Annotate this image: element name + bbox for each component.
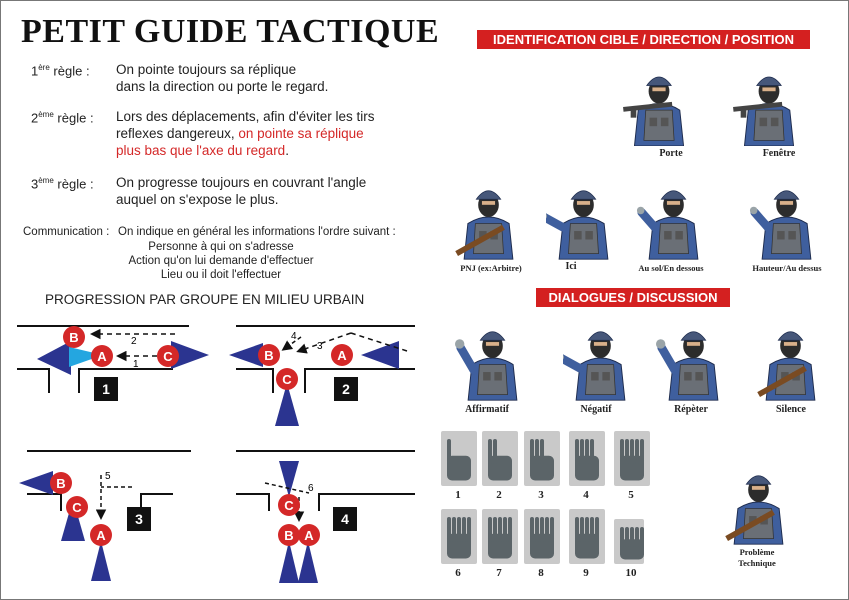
hand-sign-1 — [441, 431, 477, 486]
rule-label-2: 2ème règle : — [31, 110, 94, 126]
team-member-marker: C — [284, 498, 294, 513]
dialogues-banner: DIALOGUES / DISCUSSION — [536, 288, 730, 307]
rule-text-3 — [116, 174, 366, 208]
communication-label: Communication : — [23, 226, 110, 238]
communication-intro: On indique en général les informations l'ordre suivant : — [118, 226, 396, 238]
rule-line: auquel on s'expose le plus. — [116, 192, 279, 207]
caption-probleme — [727, 547, 787, 569]
caption-probleme-line2: Technique — [738, 558, 776, 568]
hand-sign-number: 10 — [625, 567, 637, 579]
page-title: PETIT GUIDE TACTIQUE — [21, 13, 440, 50]
caption-porte: Porte — [659, 148, 683, 159]
rule-line: plus bas que l'axe du regard. — [116, 143, 289, 158]
illustration-hauteur — [749, 173, 824, 261]
hand-sign-7 — [482, 509, 518, 564]
fov-cone — [279, 461, 299, 497]
diagram-panel-4 — [236, 451, 415, 583]
team-member-marker: B — [69, 330, 79, 345]
hand-sign-number: 3 — [538, 489, 544, 501]
caption-au-sol: Au sol/En dessous — [638, 263, 704, 273]
diagram-panel-3 — [19, 451, 191, 581]
communication-item-2: Action qu'on lui demande d'effectuer — [128, 255, 314, 267]
hand-sign-9 — [569, 509, 605, 564]
caption-affirmatif: Affirmatif — [465, 404, 509, 415]
illustration-ici — [546, 173, 621, 261]
hand-sign-6 — [441, 509, 477, 564]
progression-title: PROGRESSION PAR GROUPE EN MILIEU URBAIN — [45, 292, 365, 307]
team-member-marker: B — [56, 476, 66, 491]
rule-line: On pointe toujours sa réplique — [116, 62, 297, 77]
hand-sign-number: 1 — [455, 489, 461, 501]
rule-line: reflexes dangereux, on pointe sa réplique — [116, 126, 364, 141]
team-member-marker: A — [97, 349, 107, 364]
hand-sign-2 — [482, 431, 518, 486]
arrow-label: 4 — [291, 331, 297, 342]
rule-text-1 — [116, 61, 328, 95]
hand-sign-5 — [614, 431, 650, 486]
hand-sign-number: 4 — [583, 489, 589, 501]
illustration-silence — [753, 315, 828, 401]
illustration-affirmatif — [455, 315, 530, 401]
rule-line: On progresse toujours en couvrant l'angle — [116, 175, 367, 190]
team-member-marker: C — [282, 372, 292, 387]
panel-number: 3 — [135, 511, 143, 527]
fov-cone — [19, 471, 53, 495]
team-member-marker: A — [337, 348, 347, 363]
fov-cone — [229, 343, 263, 367]
team-member-marker: B — [284, 528, 294, 543]
hand-sign-8 — [524, 509, 560, 564]
fov-cone — [279, 541, 299, 583]
team-member-marker: B — [264, 348, 274, 363]
hand-icon — [441, 509, 477, 564]
fov-cone — [298, 541, 318, 583]
hand-sign-4 — [569, 431, 605, 486]
communication-item-3: Lieu ou il doit l'effectuer — [160, 269, 282, 281]
rule-line: dans la direction ou porte le regard. — [116, 79, 329, 94]
hand-sign-number: 7 — [496, 567, 502, 579]
hand-sign-3 — [524, 431, 560, 486]
hand-icon — [614, 519, 644, 564]
illustration-pnj — [451, 173, 526, 261]
hand-sign-number: 9 — [583, 567, 589, 579]
hand-icon — [524, 431, 560, 486]
rule-label-3: 3ème règle : — [31, 176, 94, 192]
illustration-au-sol — [636, 173, 711, 261]
hand-icon — [482, 509, 518, 564]
panel-number: 2 — [342, 381, 350, 397]
diagram-panel-2 — [229, 326, 415, 426]
rule-line: Lors des déplacements, afin d'éviter les tirs — [116, 109, 375, 124]
fov-cone — [361, 341, 399, 369]
team-member-marker: C — [163, 349, 173, 364]
team-member-marker: A — [96, 528, 106, 543]
fov-cone — [91, 541, 111, 581]
caption-probleme-line1: Problème — [739, 547, 775, 557]
identification-banner: IDENTIFICATION CIBLE / DIRECTION / POSITION — [477, 30, 810, 49]
hand-sign-number: 8 — [538, 567, 544, 579]
caption-hauteur: Hauteur/Au dessus — [752, 263, 822, 273]
rule-text-2 — [116, 108, 374, 159]
illustration-porte — [619, 61, 699, 146]
hand-icon — [614, 431, 650, 486]
caption-repeter: Répèter — [674, 404, 708, 415]
hand-sign-number: 2 — [496, 489, 502, 501]
hand-icon — [569, 509, 605, 564]
hand-icon — [569, 431, 605, 486]
panel-number: 4 — [341, 511, 349, 527]
arrow-label: 3 — [317, 341, 323, 352]
caption-fenetre: Fenêtre — [762, 148, 796, 159]
arrow-label: 6 — [308, 483, 314, 494]
communication-item-1: Personne à qui on s'adresse — [148, 241, 294, 253]
hand-sign-number: 5 — [628, 489, 634, 501]
hand-icon — [482, 431, 518, 486]
arrow-label: 1 — [133, 359, 139, 370]
rule-label-1: 1ère règle : — [31, 63, 90, 79]
illustration-fenetre — [729, 61, 809, 146]
team-member-marker: A — [304, 528, 314, 543]
hand-sign-number: 6 — [455, 567, 461, 579]
illustration-negatif — [563, 315, 638, 401]
caption-ici: Ici — [565, 261, 577, 272]
caption-negatif: Négatif — [580, 404, 612, 415]
panel-number: 1 — [102, 381, 110, 397]
caption-silence: Silence — [776, 404, 806, 415]
hand-icon — [441, 431, 477, 486]
caption-pnj: PNJ (ex:Arbitre) — [460, 263, 522, 273]
arrow-label: 5 — [105, 471, 111, 482]
illustration-probleme — [721, 459, 796, 545]
arrow-label: 2 — [131, 336, 137, 347]
hand-sign-10 — [614, 519, 644, 564]
illustration-repeter — [656, 315, 731, 401]
team-member-marker: C — [72, 500, 82, 515]
hand-icon — [524, 509, 560, 564]
progression-diagrams — [1, 311, 431, 596]
diagram-panel-1 — [17, 326, 209, 401]
